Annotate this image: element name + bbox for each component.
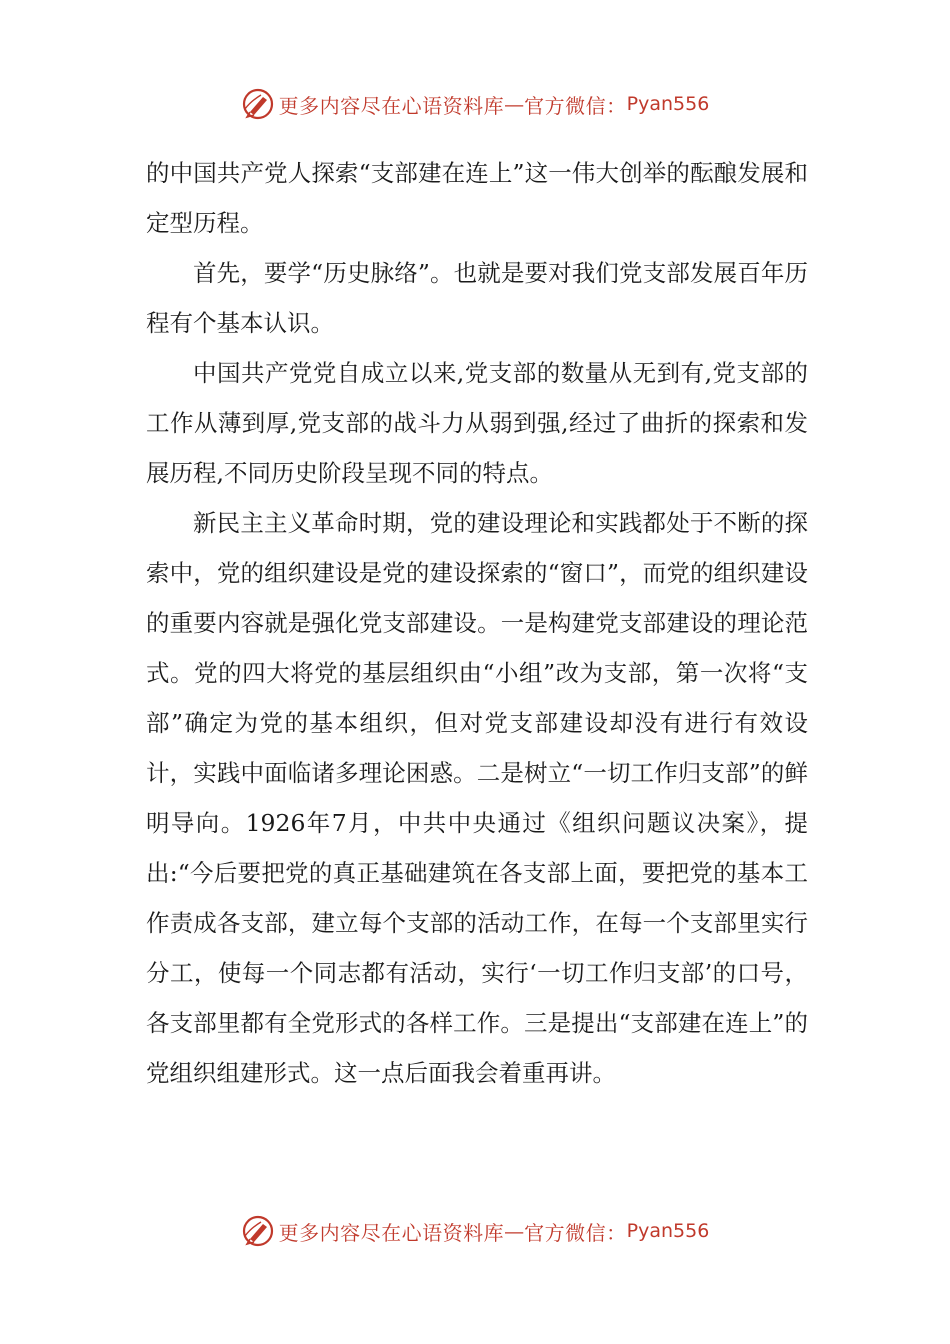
paragraph-4: 新民主主义革命时期，党的建设理论和实践都处于不断的探索中，党的组织建设是党的建设探索的“窗口”，而党的组织建设的重要内容就是强化党支部建设。一是构建党支部建设的理论范式。党的四大将党的基层组织由“小组”改为支部，第一次将“支部”确定为党的基本组织，但对党支部建设却没有进行有效设计，实践中面临诸多理论困惑。二是树立“一切工作归支部”的鲜明导向。1926年7月，中共中央通过《组织问题议决案》，提出:“今后要把党的真正基础建筑在各支部上面，要把党的基本工作责成各支部，建立每个支部的活动工作，在每一个支部里实行分工，使每一个同志都有活动，实行‘一切工作归支部’的口号，各支部里都有全党形式的各样工作。三是提出“支部建在连上”的党组织组建形式。这一点后面我会着重再讲。 xyxy=(146,509,808,1087)
document-body xyxy=(146,148,808,1098)
pen-nib-icon xyxy=(241,87,275,121)
banner-wechat-label: 官方微信： xyxy=(524,93,627,118)
paragraph-3: 中国共产党党自成立以来,党支部的数量从无到有,党支部的工作从薄到厚,党支部的战斗力从弱到强,经过了曲折的探索和发展历程,不同历史阶段呈现不同的特点。 xyxy=(146,359,808,487)
pen-nib-icon xyxy=(241,1214,275,1248)
paragraph-1: 的中国共产党人探索“支部建在连上”这一伟大创举的酝酿发展和定型历程。 xyxy=(146,159,808,237)
banner-text: 更多内容尽在心语资料库 xyxy=(278,1220,505,1245)
header-banner xyxy=(0,84,950,124)
banner-wechat-id: Pyan556 xyxy=(626,1220,710,1242)
paragraph-2: 首先，要学“历史脉络”。也就是要对我们党支部发展百年历程有个基本认识。 xyxy=(146,259,808,337)
banner-wechat-label: 官方微信： xyxy=(524,1220,627,1245)
banner-dash: — xyxy=(504,92,525,116)
banner-dash: — xyxy=(504,1219,525,1243)
banner-text: 更多内容尽在心语资料库 xyxy=(278,93,505,118)
footer-banner xyxy=(0,1211,950,1251)
banner-wechat-id: Pyan556 xyxy=(626,93,710,115)
